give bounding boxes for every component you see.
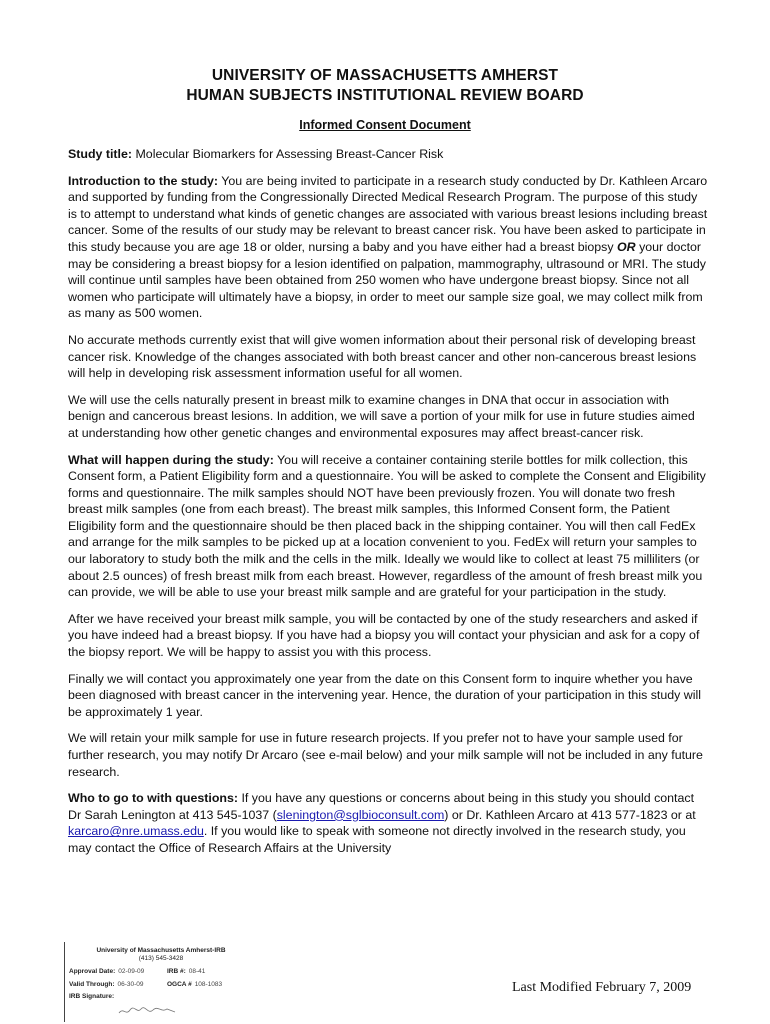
- valid-value: 06-30-09: [117, 981, 144, 988]
- stamp-irb-row: [167, 968, 205, 975]
- ogca-value: 108-1083: [194, 981, 223, 988]
- approval-label: Approval Date:: [69, 968, 116, 975]
- intro-emphasis: OR: [617, 239, 636, 254]
- university-heading: UNIVERSITY OF MASSACHUSETTS AMHERST: [211, 67, 559, 84]
- document-title: Informed Consent Document: [299, 118, 471, 132]
- intro-text-b: your doctor may be considering a breast biopsy for a lesion identified on palpation, mammography, ultrasound or MRI. The study will continue until samples have been obtained from 250 women who have undergone breast biopsy. Since not all women who participate will ultimately have a biopsy, in order to meet our sample size goal, we may collect milk from as many as 500 women.: [68, 239, 707, 321]
- stamp-approval-row: [69, 968, 144, 975]
- last-modified: Last Modified February 7, 2009: [512, 980, 692, 995]
- cells-paragraph: We will use the cells naturally present in breast milk to examine changes in DNA that occur in association with benign and cancerous breast lesions. In addition, we will save a portion of your milk for use in future studies aimed at understanding how other genetic changes and environmental exposures may affect breast-cancer risk.: [68, 392, 695, 440]
- irb-approval-stamp: [64, 942, 257, 1022]
- stamp-phone: (413) 545-3428: [138, 955, 184, 962]
- questions-paragraph: Who to go to with questions: If you have any questions or concerns about being in this study you should contact Dr Sarah Lenington at 413 545-1037 (slenington@sglbioconsult.com) or Dr. Kathleen Arcaro at 413 577-1823 or at karcaro@nre.umass.edu. If you would like to speak with someone not directly involved in the research study, you may contact the Office of Research Affairs at the University: [68, 791, 696, 855]
- study-title-label: Study title: [68, 147, 128, 161]
- signature-label: IRB Signature:: [69, 993, 115, 1000]
- questions-text-b: ) or Dr. Kathleen Arcaro at 413 577-1823 or at: [444, 807, 696, 822]
- after-paragraph: After we have received your breast milk sample, you will be contacted by one of the study researchers and asked if you have indeed had a breast biopsy. If you have had a biopsy you will contact your physician and ask for a copy of the biopsy report. We will be happy to assist you with this process.: [68, 611, 700, 660]
- intro-text-a: You are being invited to participate in a research study conducted by Dr. Kathleen Arcaro and supported by funding from the Congressionally Directed Medical Research Program. The purpose of this study is to attempt to understand what kinds of genetic changes are associated with various breast lesions including breast cancer. Some of the results of our study may be relevant to breast cancer risk. You have been asked to participate in this study because you are age 18 or older, nursing a baby and you have either had a breast biopsy: [68, 173, 708, 254]
- stamp-valid-row: [69, 981, 144, 988]
- irb-heading: HUMAN SUBJECTS INSTITUTIONAL REVIEW BOARD: [186, 87, 584, 104]
- during-label: What will happen during the study: [68, 452, 270, 467]
- questions-text-c: . If you would like to speak with someone not directly involved in the research study, you may contact the Office of Research Affairs at the University: [68, 824, 686, 855]
- during-text: You will receive a container containing sterile bottles for milk collection, this Consent form, a Patient Eligibility form and a questionnaire. You will be asked to complete the Consent and Eligibility forms and questionnaire. The milk samples should NOT have been previously frozen. You will donate two fresh breast milk samples (one from each breast). The breast milk samples, this Informed Consent form, the Patient Eligibility form and the questionnaire should be then placed back in the shipping container. You will then call FedEx and arrange for the milk samples to be picked up at a location convenient to you. FedEx will return your samples to our laboratory to study both the milk and the cells in the milk. Ideally we would like to collect at least 75 milliliters (or about 2.5 ounces) of fresh breast milk from each breast. However, regardless of the amount of fresh breast milk you can provide, we will be able to use your breast milk sample and are grateful for your participation in the study.: [68, 452, 706, 600]
- approval-value: 02-09-09: [118, 968, 145, 975]
- study-title-value: Molecular Biomarkers for Assessing Breast-Cancer Risk: [135, 147, 444, 161]
- retain-paragraph: We will retain your milk sample for use in future research projects. If you prefer not to have your sample used for further research, you may notify Dr Arcaro (see e-mail below) and your milk sample will not be included in any future research.: [68, 731, 703, 779]
- methods-paragraph: No accurate methods currently exist that will give women information about their personal risk of developing breast cancer risk. Knowledge of the changes associated with both breast cancer and other non-cancerous breast lesions will help in developing risk assessment information useful for all women.: [68, 332, 697, 381]
- finally-paragraph: Finally we will contact you approximately one year from the date on this Consent form to inquire whether you have been diagnosed with breast cancer in the intervening year. Hence, the duration of your participation in this study will be approximately 1 year.: [68, 671, 701, 719]
- stamp-header: University of Massachusetts Amherst-IRB: [96, 947, 226, 954]
- questions-text-a: If you have any questions or concerns about being in this study you should contact Dr Sarah Lenington at 413 545-1037 (: [68, 791, 695, 822]
- signature-scribble-icon: [117, 1004, 177, 1018]
- study-title-paragraph: Study title: Molecular Biomarkers for Assessing Breast-Cancer Risk: [68, 147, 444, 161]
- during-paragraph: What will happen during the study: You will receive a container containing sterile bottles for milk collection, this Consent form, a Patient Eligibility form and a questionnaire. You will be asked to complete the Consent and Eligibility forms and questionnaire. The milk samples should NOT have been previously frozen. You will donate two fresh breast milk samples (one from each breast). The breast milk samples, this Informed Consent form, the Patient Eligibility form and the questionnaire should be then placed back in the shipping container. You will then call FedEx and arrange for the milk samples to be picked up at a location convenient to you. FedEx will return your samples to our laboratory to study both the milk and the cells in the milk. Ideally we would like to collect at least 75 milliliters (or about 2.5 ounces) of fresh breast milk from each breast. However, regardless of the amount of fresh breast milk you can provide, we will be able to use your breast milk sample and are grateful for your participation in the study.: [68, 452, 706, 600]
- intro-paragraph: Introduction to the study: You are being invited to participate in a research study conducted by Dr. Kathleen Arcaro and supported by funding from the Congressionally Directed Medical Research Program. The purpose of this study is to attempt to understand what kinds of genetic changes are associated with various breast lesions including breast cancer. Some of the results of our study may be relevant to breast cancer risk. You have been asked to participate in this study because you are age 18 or older, nursing a baby and you have either had a breast biopsy OR your doctor may be considering a breast biopsy for a lesion identified on palpation, mammography, ultrasound or MRI. The study will continue until samples have been obtained from 250 women who have undergone breast biopsy. Since not all women who participate will ultimately have a biopsy, in order to meet our sample size goal, we may collect milk from as many as 500 women.: [68, 173, 708, 321]
- document-body: [68, 146, 708, 867]
- intro-label: Introduction to the study: [68, 173, 214, 188]
- ogca-label: OGCA #: [167, 981, 192, 988]
- stamp-ogca-row: [167, 981, 222, 988]
- questions-label: Who to go to with questions: [68, 791, 234, 806]
- valid-label: Valid Through:: [69, 981, 115, 988]
- email-link-lenington[interactable]: slenington@sglbioconsult.com: [276, 807, 445, 822]
- email-link-arcaro[interactable]: karcaro@nre.umass.edu: [68, 824, 204, 839]
- stamp-signature-row: [69, 993, 114, 1000]
- irb-label: IRB #:: [167, 968, 186, 975]
- irb-value: 08-41: [188, 968, 206, 975]
